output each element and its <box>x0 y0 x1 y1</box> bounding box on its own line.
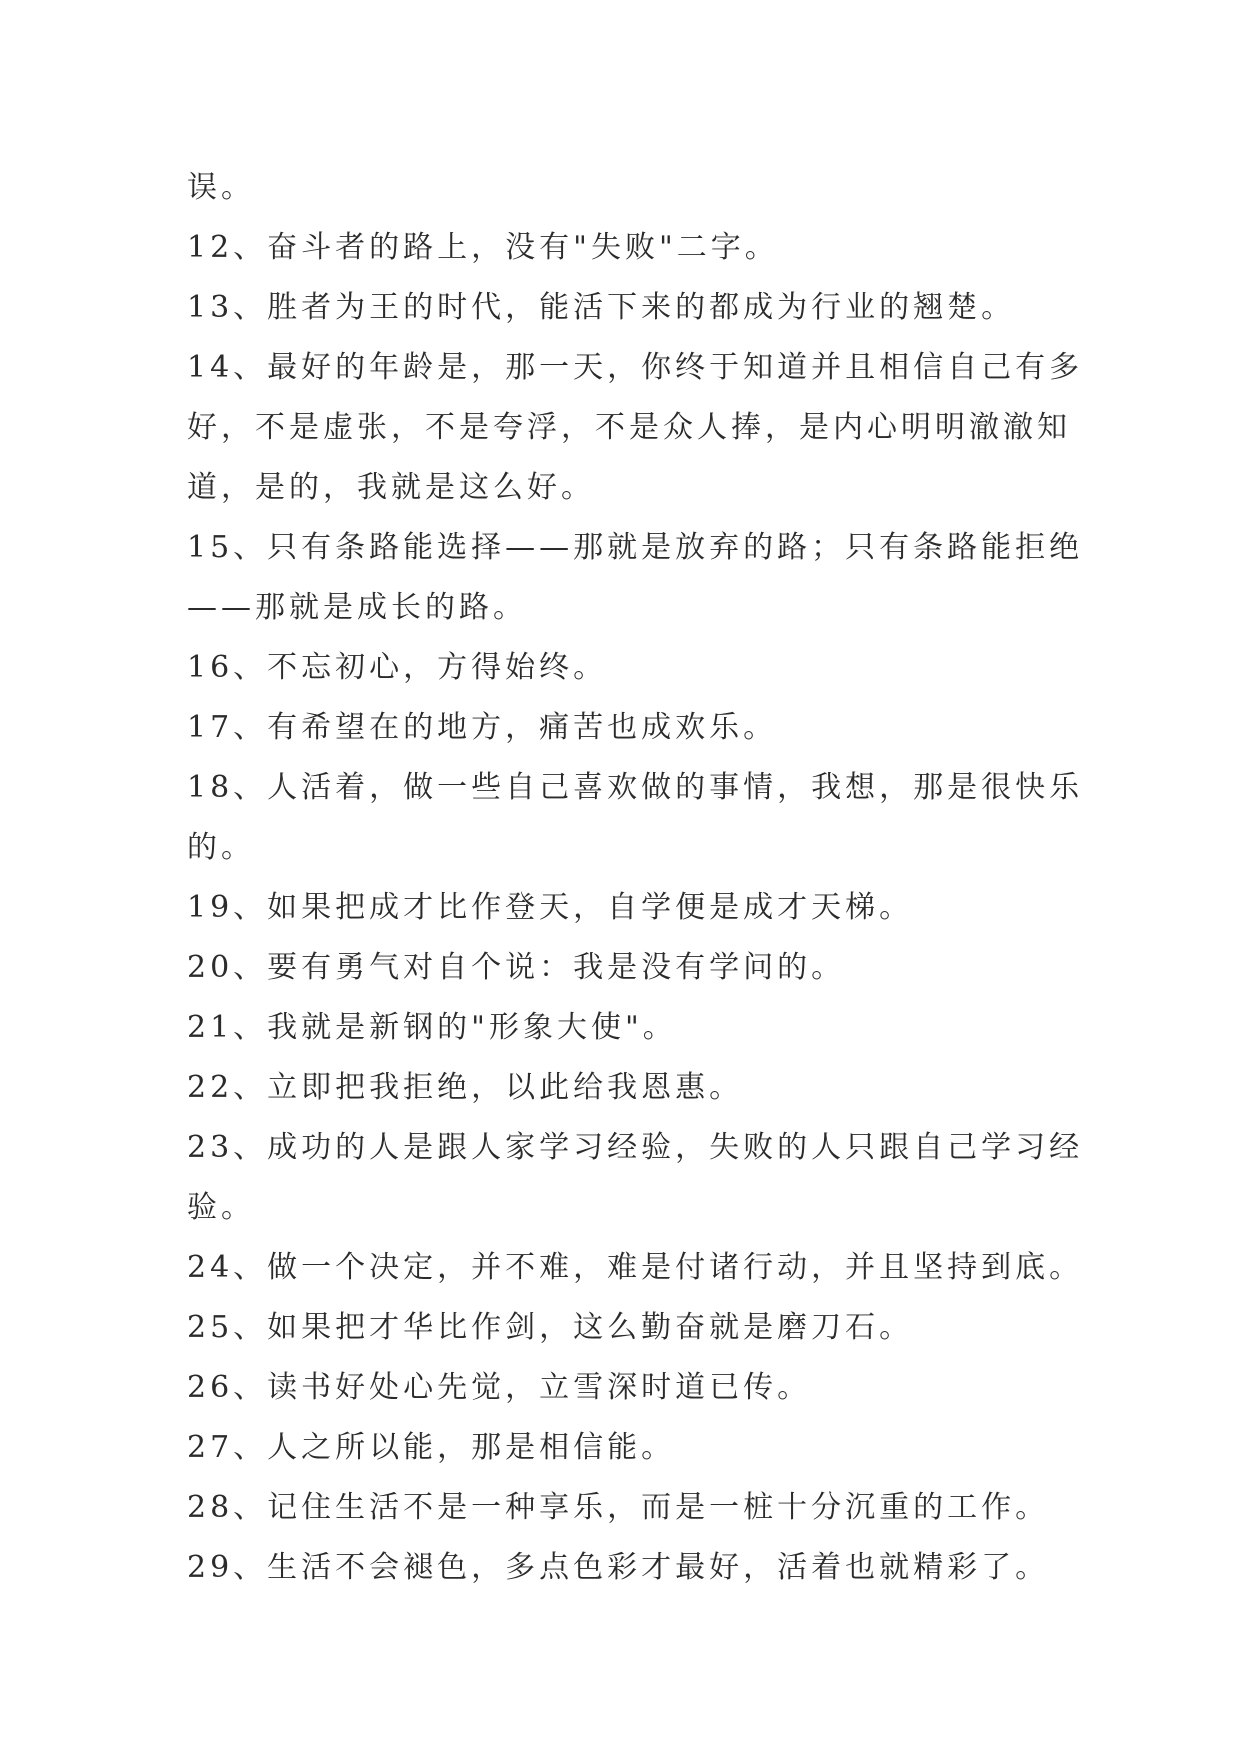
text-line: 道，是的，我就是这么好。 <box>187 470 595 505</box>
text-line: 23、成功的人是跟人家学习经验，失败的人只跟自己学习经 <box>187 1130 1084 1165</box>
text-line: 13、胜者为王的时代，能活下来的都成为行业的翘楚。 <box>187 290 1016 325</box>
text-line: 28、记住生活不是一种享乐，而是一桩十分沉重的工作。 <box>187 1490 1050 1525</box>
text-line: 12、奋斗者的路上，没有"失败"二字。 <box>187 230 779 265</box>
text-line: 20、要有勇气对自个说：我是没有学问的。 <box>187 950 846 985</box>
text-line: 的。 <box>187 830 255 865</box>
text-line: 18、人活着，做一些自己喜欢做的事情，我想，那是很快乐 <box>187 770 1084 805</box>
text-line: ——那就是成长的路。 <box>187 590 527 625</box>
text-line: 16、不忘初心，方得始终。 <box>187 650 608 685</box>
document-body <box>187 158 1084 1598</box>
text-line: 25、如果把才华比作剑，这么勤奋就是磨刀石。 <box>187 1310 914 1345</box>
text-line: 误。 <box>187 170 255 205</box>
text-line: 验。 <box>187 1190 255 1225</box>
text-line: 22、立即把我拒绝，以此给我恩惠。 <box>187 1070 744 1105</box>
text-line: 21、我就是新钢的"形象大使"。 <box>187 1010 677 1045</box>
text-line: 24、做一个决定，并不难，难是付诸行动，并且坚持到底。 <box>187 1250 1084 1285</box>
text-line: 27、人之所以能，那是相信能。 <box>187 1430 676 1465</box>
text-line: 19、如果把成才比作登天，自学便是成才天梯。 <box>187 890 914 925</box>
text-line: 17、有希望在的地方，痛苦也成欢乐。 <box>187 710 778 745</box>
text-line: 好，不是虚张，不是夸浮，不是众人捧，是内心明明澈澈知 <box>187 410 1071 445</box>
text-line: 26、读书好处心先觉，立雪深时道已传。 <box>187 1370 812 1405</box>
text-line: 14、最好的年龄是，那一天，你终于知道并且相信自己有多 <box>187 350 1084 385</box>
text-line: 29、生活不会褪色，多点色彩才最好，活着也就精彩了。 <box>187 1550 1050 1585</box>
text-line: 15、只有条路能选择——那就是放弃的路；只有条路能拒绝 <box>187 530 1084 565</box>
